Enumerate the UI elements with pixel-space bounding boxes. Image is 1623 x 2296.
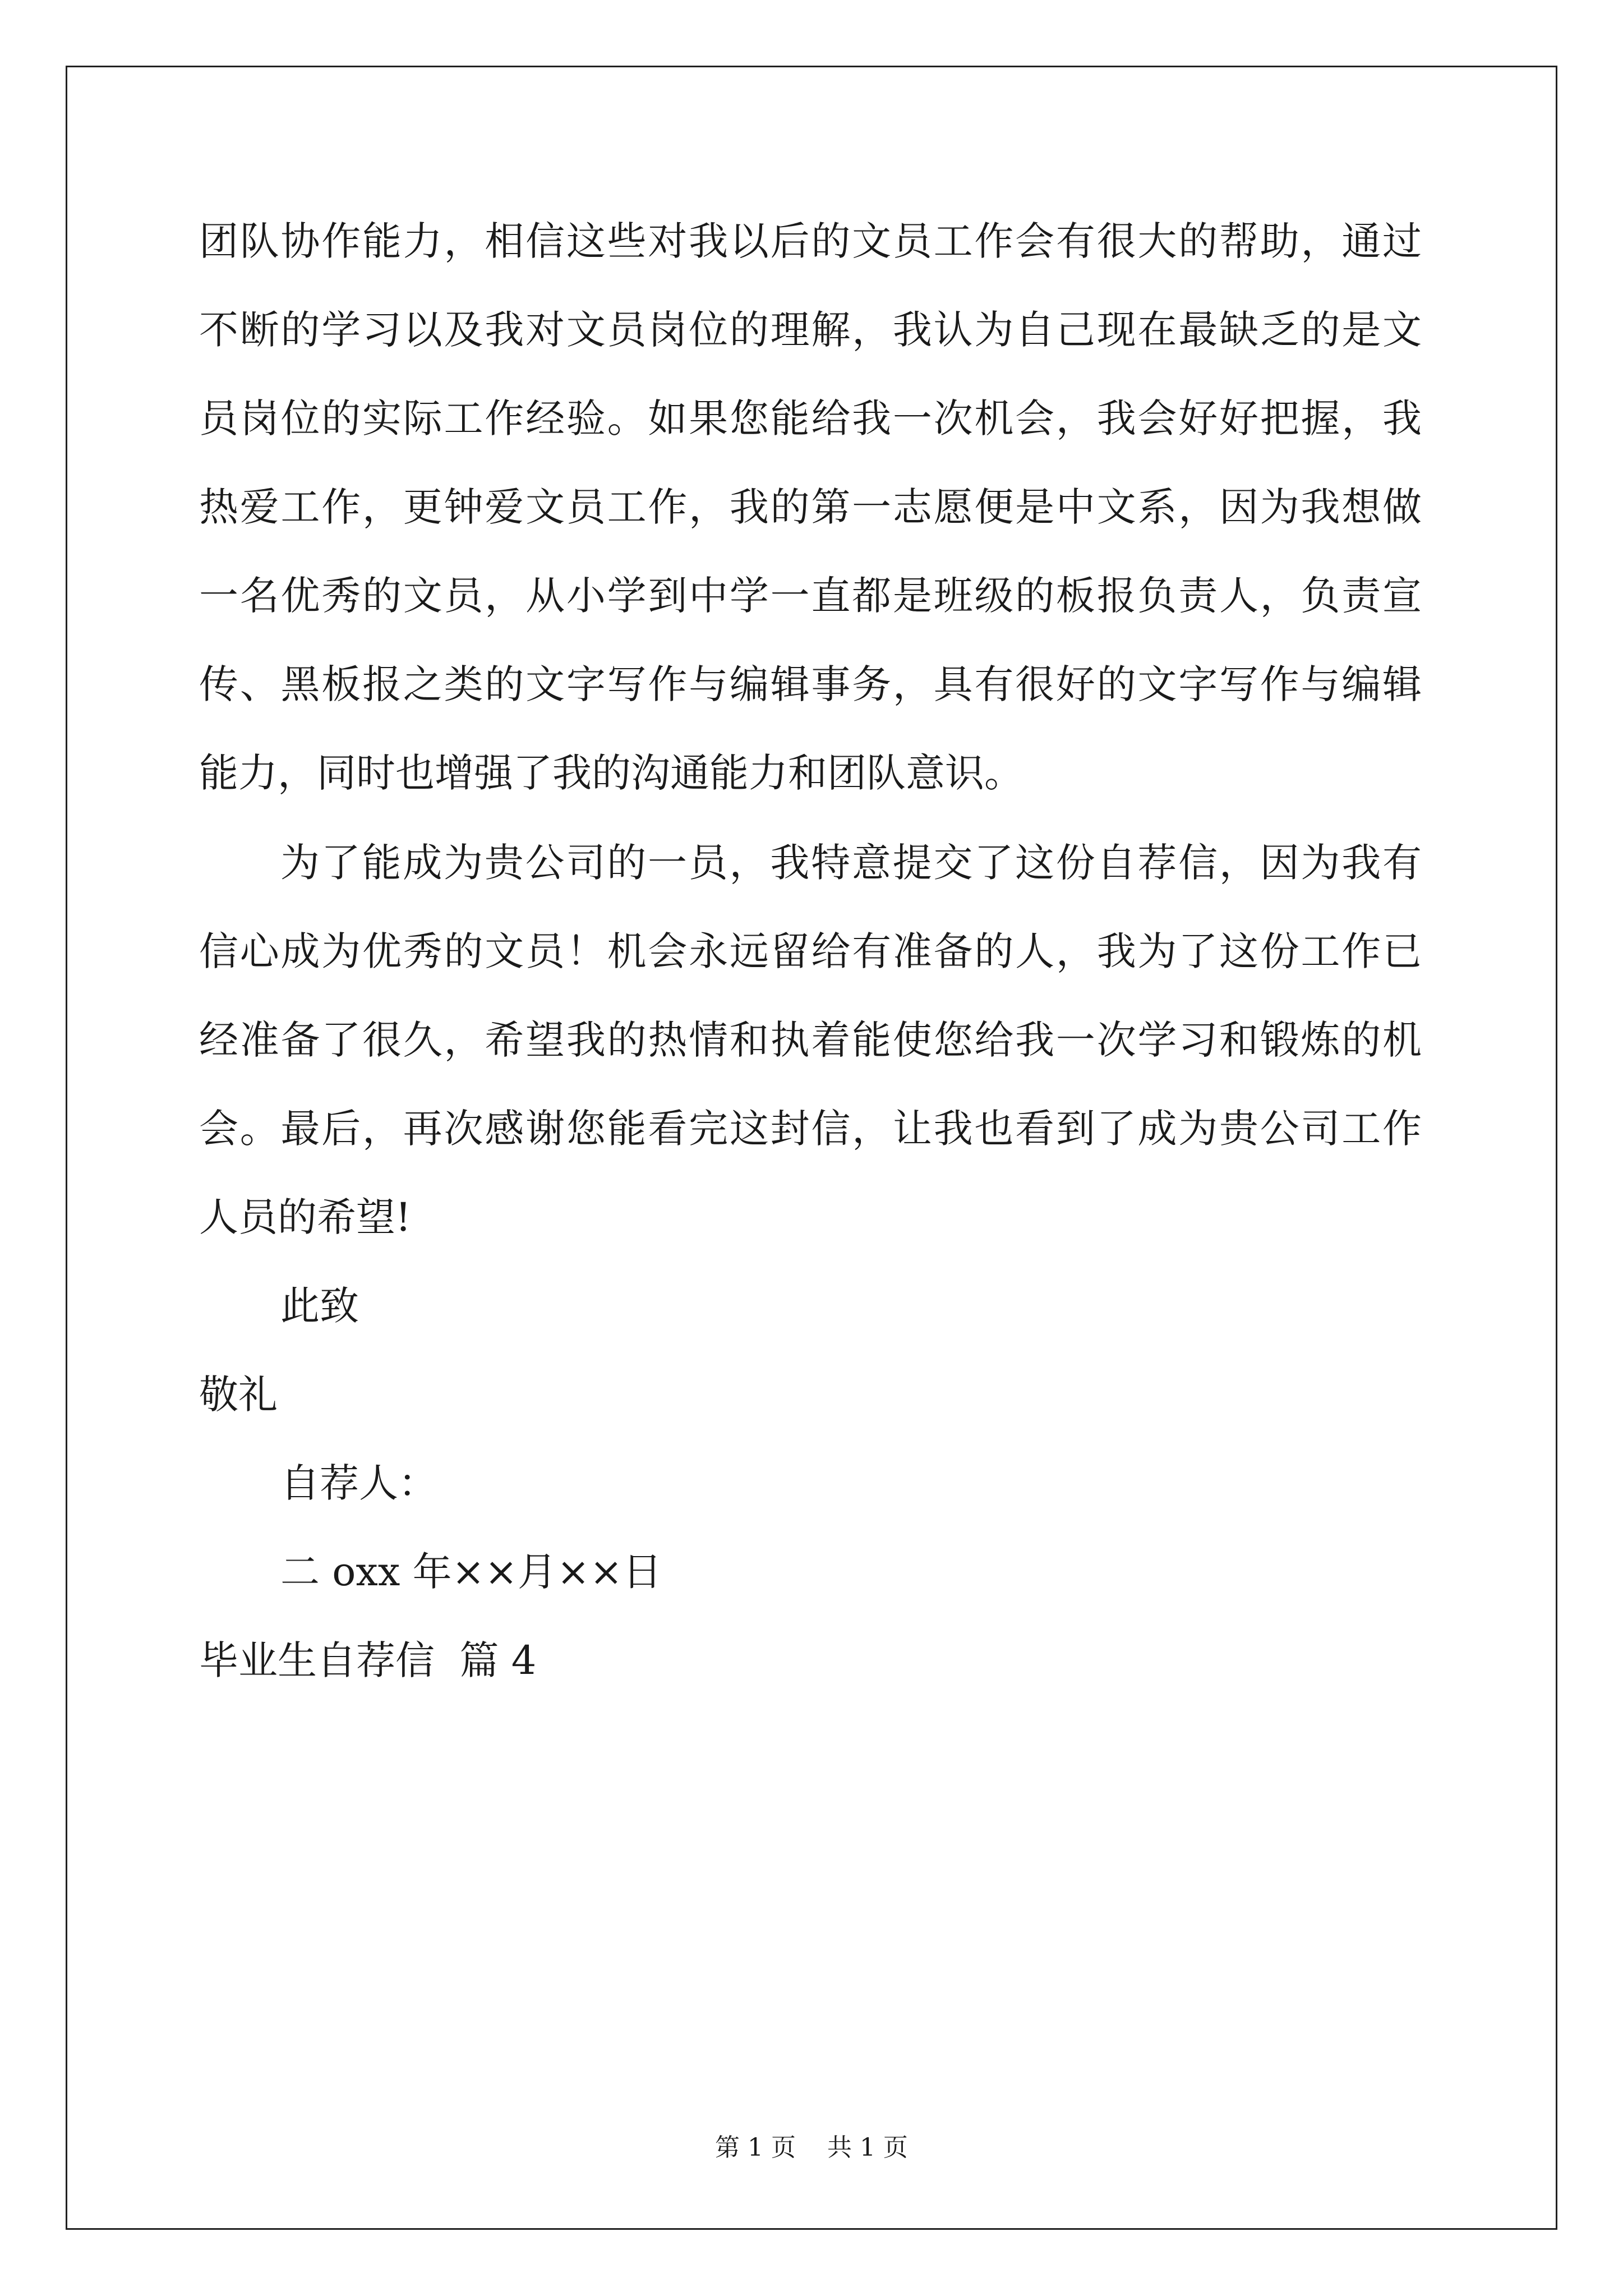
body-line: 热爱工作，更钟爱文员工作，我的第一志愿便是中文系，因为我想做 bbox=[199, 484, 1422, 530]
body-line: 不断的学习以及我对文员岗位的理解，我认为自己现在最缺乏的是文 bbox=[199, 307, 1422, 353]
body-line: 经准备了很久，希望我的热情和执着能使您给我一次学习和锻炼的机 bbox=[199, 1017, 1422, 1063]
body-line: 员岗位的实际工作经验。如果您能给我一次机会，我会好好把握，我 bbox=[199, 395, 1422, 441]
closing-regards: 敬礼 bbox=[199, 1372, 278, 1418]
signer-label: 自荐人： bbox=[280, 1460, 437, 1506]
body-line: 人员的希望! bbox=[199, 1194, 412, 1240]
body-line: 团队协作能力，相信这些对我以后的文员工作会有很大的帮助，通过 bbox=[199, 218, 1422, 264]
next-section-title: 毕业生自荐信 篇 4 bbox=[199, 1637, 537, 1683]
body-line: 一名优秀的文员，从小学到中学一直都是班级的板报负责人，负责宣 bbox=[199, 573, 1422, 619]
page-number-footer: 第 1 页 共 1 页 bbox=[715, 2133, 908, 2162]
body-line: 为了能成为贵公司的一员，我特意提交了这份自荐信，因为我有 bbox=[280, 840, 1422, 886]
body-line: 会。最后，再次感谢您能看完这封信，让我也看到了成为贵公司工作 bbox=[199, 1106, 1422, 1152]
body-line: 传、黑板报之类的文字写作与编辑事务，具有很好的文字写作与编辑 bbox=[199, 661, 1422, 707]
letter-date: 二 oxx 年××月××日 bbox=[280, 1549, 662, 1595]
body-line: 信心成为优秀的文员！机会永远留给有准备的人，我为了这份工作已 bbox=[199, 928, 1422, 974]
closing-salutation: 此致 bbox=[280, 1283, 359, 1329]
body-line: 能力，同时也增强了我的沟通能力和团队意识。 bbox=[199, 750, 1023, 796]
